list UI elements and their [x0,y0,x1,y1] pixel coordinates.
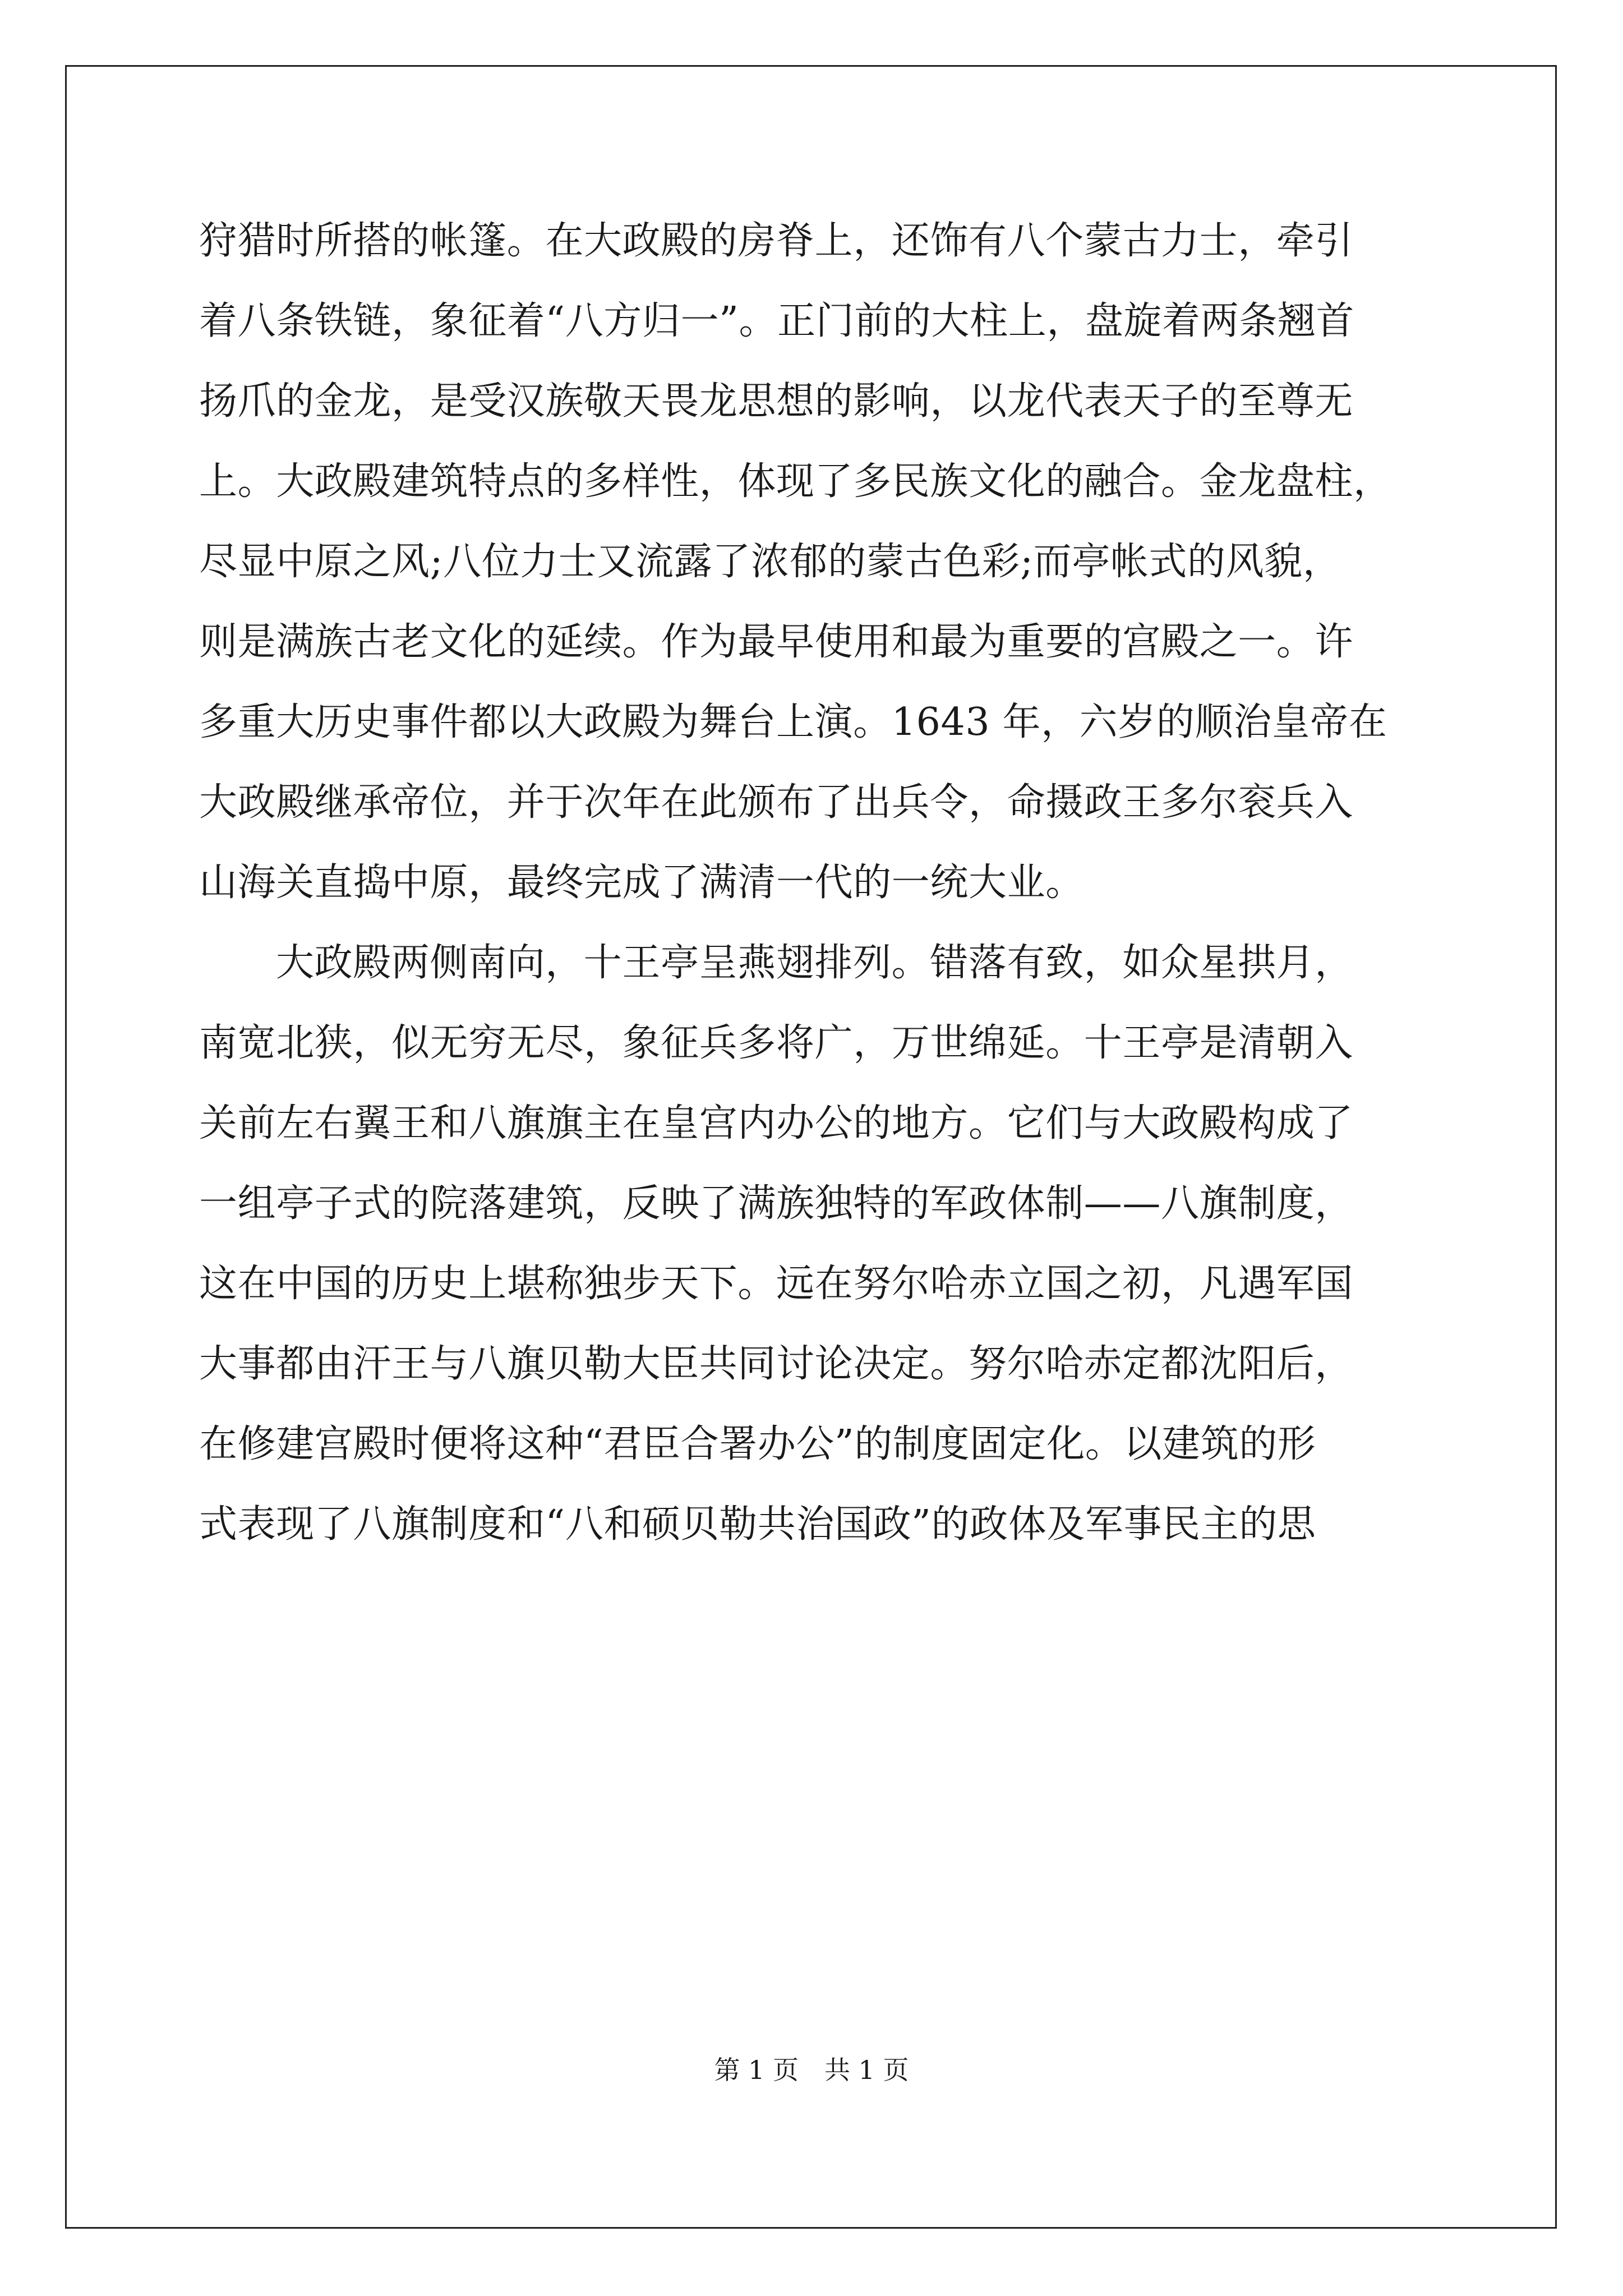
text-line: 扬爪的金龙，是受汉族敬天畏龙思想的影响，以龙代表天子的至尊无 [199,379,1354,424]
text-line: 尽显中原之风;八位力士又流露了浓郁的蒙古色彩;而亭帐式的风貌， [199,540,1341,584]
text-line: 大事都由汗王与八旗贝勒大臣共同讨论决定。努尔哈赤定都沈阳后， [199,1342,1354,1386]
text-line: 南宽北狭，似无穷无尽，象征兵多将广，万世绵延。十王亭是清朝入 [199,1021,1354,1065]
text-line: 式表现了八旗制度和“八和硕贝勒共治国政”的政体及军事民主的思 [199,1502,1316,1547]
text-line: 山海关直捣中原，最终完成了满清一代的一统大业。 [199,861,1084,905]
text-line-paragraph-start: 大政殿两侧南向，十王亭呈燕翅排列。错落有致，如众星拱月， [276,941,1353,985]
text-line: 狩猎时所搭的帐篷。在大政殿的房脊上，还饰有八个蒙古力士，牵引 [199,219,1354,263]
text-line: 着八条铁链，象征着“八方归一”。正门前的大柱上，盘旋着两条翘首 [199,299,1355,343]
text-line: 关前左右翼王和八旗旗主在皇宫内办公的地方。它们与大政殿构成了 [199,1101,1354,1145]
text-line: 上。大政殿建筑特点的多样性，体现了多民族文化的融合。金龙盘柱， [199,459,1392,504]
page-footer: 第 1 页 共 1 页 [714,2055,909,2085]
text-line: 大政殿继承帝位，并于次年在此颁布了出兵令，命摄政王多尔衮兵入 [199,780,1354,825]
text-line: 在修建宫殿时便将这种“君臣合署办公”的制度固定化。以建筑的形 [199,1422,1316,1466]
text-line: 则是满族古老文化的延续。作为最早使用和最为重要的宫殿之一。许 [199,620,1354,664]
text-line: 一组亭子式的院落建筑，反映了满族独特的军政体制——八旗制度， [199,1181,1354,1226]
text-line: 这在中国的历史上堪称独步天下。远在努尔哈赤立国之初，凡遇军国 [199,1262,1354,1306]
text-line: 多重大历史事件都以大政殿为舞台上演。1643 年，六岁的顺治皇帝在 [199,700,1387,744]
